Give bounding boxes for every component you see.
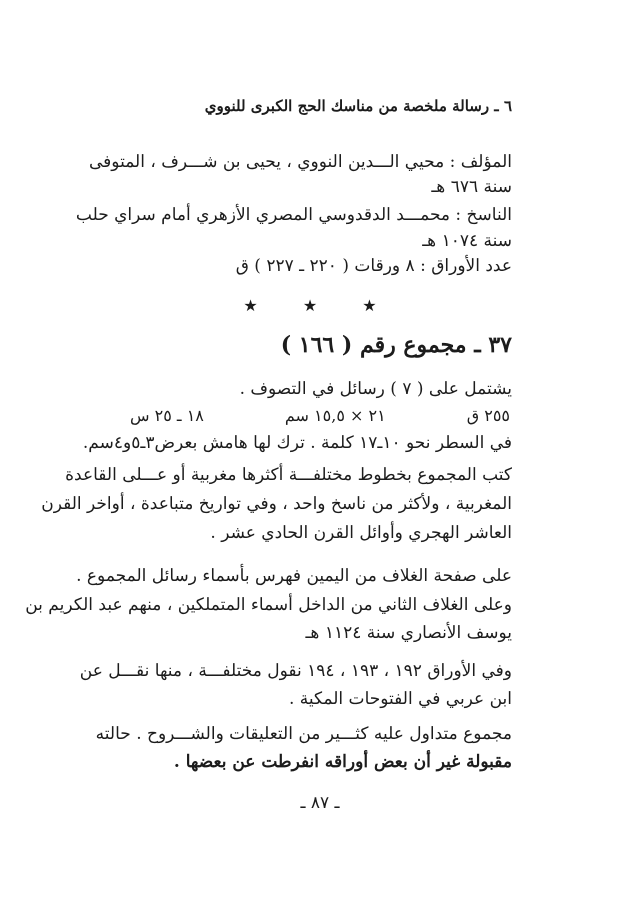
leaves-count: عدد الأوراق : ٨ ورقات ( ٢٢٠ ـ ٢٢٧ ) ق <box>235 256 512 276</box>
author-line-2: سنة ٦٧٦ هـ <box>431 177 512 197</box>
para1-line-3: العاشر الهجري وأوائل القرن الحادي عشر . <box>210 523 512 543</box>
para2-line-3: يوسف الأنصاري سنة ١١٢٤ هـ <box>305 623 512 643</box>
section-title: ٣٧ ـ مجموع رقم ( ١٦٦ ) <box>280 332 512 358</box>
separator-stars: ★ ★ ★ <box>243 296 397 315</box>
lines-measure: ١٨ ـ ٢٥ س <box>130 406 204 425</box>
leaves-measure: ٢٥٥ ق <box>466 406 510 425</box>
contents-line: يشتمل على ( ٧ ) رسائل في التصوف . <box>239 379 512 399</box>
para3-line-1: وفي الأوراق ١٩٢ ، ١٩٣ ، ١٩٤ نقول مختلفـــة ، منها نقـــل عن <box>79 661 512 681</box>
para4-line-2: مقبولة غير أن بعض أوراقه انفرطت عن بعضها . <box>173 752 512 772</box>
para2-line-1: على صفحة الغلاف من اليمين فهرس بأسماء رسائل المجموع . <box>76 566 512 586</box>
lines-note: في السطر نحو ١٠ـ١٧ كلمة . ترك لها هامش بعرض٣ـ٥و٤سم. <box>82 433 512 453</box>
page-number: ـ ٨٧ ـ <box>300 793 340 813</box>
para4-line-1: مجموع متداول عليه كثـــير من التعليقات والشـــروح . حالته <box>95 724 512 744</box>
measurements-row <box>130 405 510 427</box>
para1-line-1: كتب المجموع بخطوط مختلفـــة أكثرها مغربية أو عـــلى القاعدة <box>65 465 512 485</box>
running-head: ٦ ـ رسالة ملخصة من مناسك الحج الكبرى للنووي <box>204 97 512 115</box>
copyist-line-1: الناسخ : محمـــد الدقدوسي المصري الأزهري أمام سراي حلب <box>75 205 512 225</box>
copyist-line-2: سنة ١٠٧٤ هـ <box>422 231 512 251</box>
author-line-1: المؤلف : محيي الـــدين النووي ، يحيى بن شـــرف ، المتوفى <box>89 152 512 172</box>
size-measure: ٢١ × ١٥,٥ سم <box>284 406 386 425</box>
para1-line-2: المغربية ، ولأكثر من ناسخ واحد ، وفي تواريخ متباعدة ، أواخر القرن <box>41 494 512 514</box>
para3-line-2: ابن عربي في الفتوحات المكية . <box>288 689 512 709</box>
para2-line-2: وعلى الغلاف الثاني من الداخل أسماء المتملكين ، منهم عبد الكريم بن <box>25 595 512 615</box>
